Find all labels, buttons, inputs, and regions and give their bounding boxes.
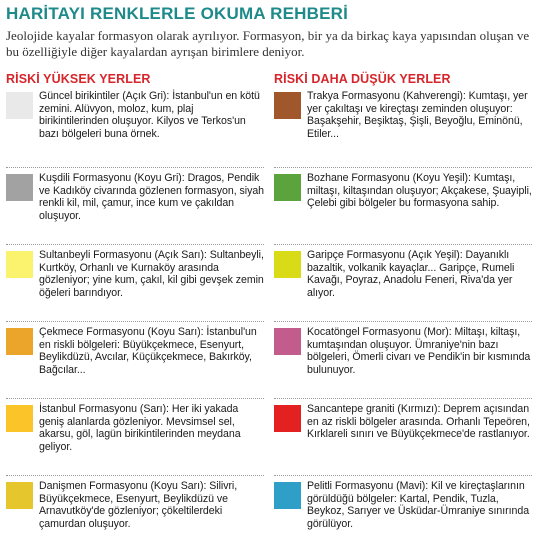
color-swatch [274,92,301,119]
legend-text: Trakya Formasyonu (Kahverengi): Kumtaşı, yer yer çakıltaşı ve kireçtaşı zeminden oluşuyor: Başakşehir, Beşiktaş, Şişli, Beyoğlu, Eminönü, Etiler... [307,90,528,140]
legend-text: Pelitli Formasyonu (Mavi): Kil ve kireçtaşlarının görüldüğü bölgeler: Kartal, Pendik, Tuzla, Beykoz, Sarıyer ve Üsküdar-Ümraniye sınırında görülüyor. [307,480,530,530]
legend-text: Bozhane Formasyonu (Koyu Yeşil): Kumtaşı, miltaşı, kiltaşından oluşuyor; Akçakese, Şuayipli, Çelebi gibi bölgeler bu formasyona sahip. [307,172,532,210]
legend-text: Sancantepe graniti (Kırmızı): Deprem açısından en az riskli bölgeler arasında. Orhanlı Tepeören, Kırklareli sınırı ve Büyükçekmece'de rastlanıyor. [307,403,530,441]
low-risk-heading: RİSKİ DAHA DÜŞÜK YERLER [274,72,451,86]
color-swatch [274,482,301,509]
legend-entry [6,398,264,475]
low-risk-column [274,90,532,552]
color-swatch [6,92,33,119]
legend-entry [274,244,532,321]
color-swatch [6,482,33,509]
color-swatch [6,174,33,201]
page-title: HARİTAYI RENKLERLE OKUMA REHBERİ [6,4,349,23]
color-swatch [6,328,33,355]
legend-entry [274,90,532,167]
legend-text: Çekmece Formasyonu (Koyu Sarı): İstanbul'un en riskli bölgeleri: Büyükçekmece, Esenyurt, Beylikdüzü, Avcılar, Küçükçekmece, Bakırköy, Bağcılar... [39,326,257,376]
legend-entry [274,167,532,244]
legend-text: İstanbul Formasyonu (Sarı): Her iki yakada geniş alanlarda gözleniyor. Mevsimsel sel, akarsu, göl, lagün birikintilerinden meydana geliyor. [39,403,241,453]
legend-entry [6,244,264,321]
legend-text: Güncel birikintiler (Açık Gri): İstanbul'un en kötü zemini. Alüvyon, moloz, kum, plaj birikintilerinden oluşuyor. Kilyos ve Terkos'un bazı bölgeleri buna örnek. [39,90,260,140]
intro-text: Jeolojide kayalar formasyon olarak ayrılıyor. Formasyon, bir ya da birkaç kaya yapısından oluşan ve bu özelliğiyle diğer kayalardan ayrışan birimlere deniyor. [6,28,530,59]
legend-entry [6,321,264,398]
high-risk-column [6,90,264,552]
legend-entry [6,475,264,552]
legend-text: Garipçe Formasyonu (Açık Yeşil): Dayanıklı bazaltik, volkanik kayaçlar... Garipçe, Rumeli Kavağı, Poyraz, Anadolu Feneri, Riva'da yer alıyor. [307,249,515,299]
legend-text: Danişmen Formasyonu (Koyu Sarı): Silivri, Büyükçekmece, Esenyurt, Beylikdüzü ve Arnavutköy'de gözleniyor; çökeltilerdeki çamurdan oluşuyor. [39,480,238,530]
color-swatch [6,405,33,432]
legend-text: Kocatöngel Formasyonu (Mor): Miltaşı, kiltaşı, kumtaşından oluşuyor. Ümraniye'nin bazı bölgeleri, Ömerli civarı ve Pendik'in bir kısmında bulunuyor. [307,326,531,376]
legend-text: Sultanbeyli Formasyonu (Açık Sarı): Sultanbeyli, Kurtköy, Orhanlı ve Kurnaköy arasında gözleniyor; yine kum, çakıl, kil gibi gevşek zemin öğeleri barındıyor. [39,249,264,299]
legend-text: Kuşdili Formasyonu (Koyu Gri): Dragos, Pendik ve Kadıköy civarında gözlenen formasyon, siyah renkli kil, mil, çamur, ince kum ve çakıldan oluşuyor. [39,172,265,222]
color-swatch [274,328,301,355]
legend-entry [274,475,532,552]
color-swatch [6,251,33,278]
color-swatch [274,174,301,201]
color-swatch [274,405,301,432]
legend-entry [6,167,264,244]
high-risk-heading: RİSKİ YÜKSEK YERLER [6,72,151,86]
legend-entry [274,398,532,475]
legend-entry [274,321,532,398]
legend-entry [6,90,264,167]
color-swatch [274,251,301,278]
